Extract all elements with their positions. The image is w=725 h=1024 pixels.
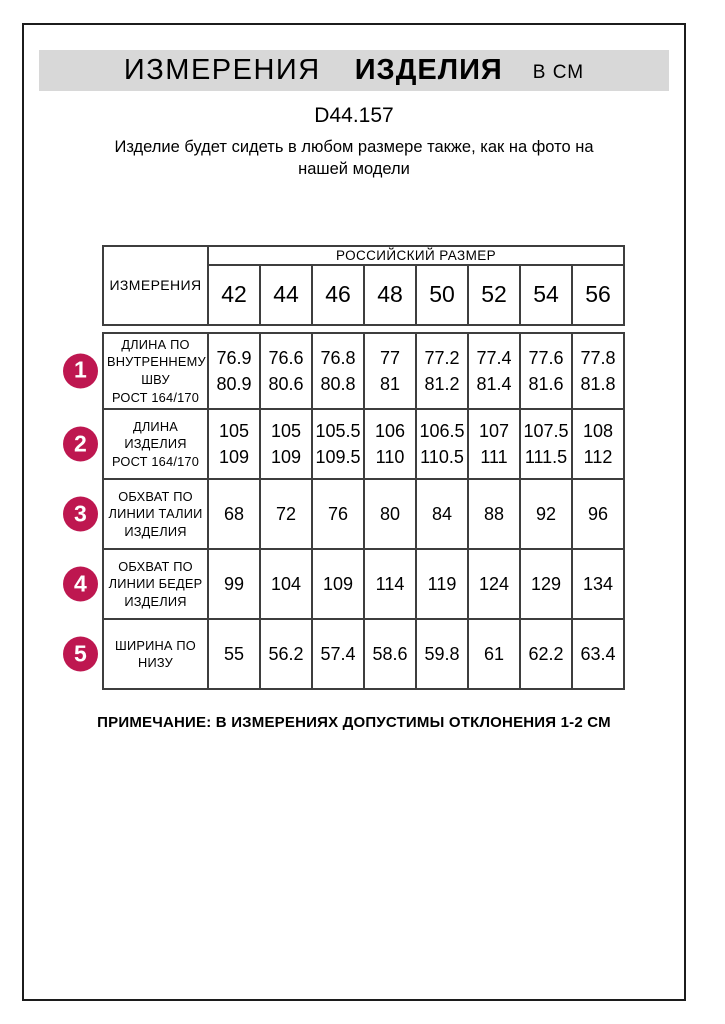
- measurement-label: ДЛИНА ПО ВНУТРЕННЕМУ ШВУ РОСТ 164/170: [107, 336, 206, 405]
- size-column-header: 42: [209, 266, 261, 326]
- measurement-value-cell: 96: [573, 480, 625, 550]
- size-column-header: 46: [313, 266, 365, 326]
- measurement-row: [102, 480, 625, 550]
- header-band: [39, 50, 669, 91]
- measurement-value-cell: 105 109: [209, 410, 261, 480]
- title-measurements: ИЗМЕРЕНИЯ: [123, 54, 321, 86]
- measurement-value-cell: 134: [573, 550, 625, 620]
- measurement-value-cell: 76: [313, 480, 365, 550]
- measurement-value-cell: 77 81: [365, 332, 417, 411]
- measurement-value-cell: 77.4 81.4: [469, 332, 521, 411]
- measurement-value-cell: 56.2: [261, 620, 313, 690]
- measurement-value-cell: 76.8 80.8: [313, 332, 365, 411]
- measurement-value-cell: 58.6: [365, 620, 417, 690]
- measurement-row: [102, 410, 625, 480]
- size-table-area: [74, 245, 625, 691]
- measurement-label-cell: [74, 410, 209, 480]
- row-number-badge: 3: [63, 497, 98, 532]
- measurement-value-cell: 80: [365, 480, 417, 550]
- measurement-value-cell: 119: [417, 550, 469, 620]
- measurement-value-cell: 72: [261, 480, 313, 550]
- measurement-value-cell: 99: [209, 550, 261, 620]
- measurement-label: ОБХВАТ ПО ЛИНИИ ТАЛИИ ИЗДЕЛИЯ: [108, 488, 203, 539]
- model-code: D44.157: [314, 104, 394, 127]
- measurement-value-cell: 124: [469, 550, 521, 620]
- measurement-value-cell: 77.2 81.2: [417, 332, 469, 411]
- measurement-value-cell: 106 110: [365, 410, 417, 480]
- tolerance-note: ПРИМЕЧАНИЕ: В ИЗМЕРЕНИЯХ ДОПУСТИМЫ ОТКЛОНЕНИЯ 1-2 СМ: [97, 714, 611, 732]
- size-group-row: [102, 245, 625, 266]
- measurement-value-cell: 104: [261, 550, 313, 620]
- measurement-value-cell: 59.8: [417, 620, 469, 690]
- measurement-value-cell: 105 109: [261, 410, 313, 480]
- measurement-value-cell: 57.4: [313, 620, 365, 690]
- measurement-value-cell: 109: [313, 550, 365, 620]
- measurement-value-cell: 105.5 109.5: [313, 410, 365, 480]
- measurement-label: ОБХВАТ ПО ЛИНИИ БЕДЕР ИЗДЕЛИЯ: [108, 558, 203, 609]
- measurement-value-cell: 114: [365, 550, 417, 620]
- page-frame: [22, 23, 686, 1001]
- size-column-header: 56: [573, 266, 625, 326]
- title-unit: В СМ: [532, 61, 585, 83]
- measurement-row: [102, 550, 625, 620]
- measurement-value-cell: 107 111: [469, 410, 521, 480]
- measurement-value-cell: 88: [469, 480, 521, 550]
- measurement-label-cell: [74, 332, 209, 411]
- size-column-header: 54: [521, 266, 573, 326]
- measurement-label-cell: [74, 620, 209, 690]
- measurement-value-cell: 61: [469, 620, 521, 690]
- size-table: [74, 245, 625, 691]
- measurement-value-cell: 106.5 110.5: [417, 410, 469, 480]
- measurement-value-cell: 62.2: [521, 620, 573, 690]
- measurement-value-cell: 68: [209, 480, 261, 550]
- measurement-row: [102, 620, 625, 690]
- measurement-value-cell: 76.6 80.6: [261, 332, 313, 411]
- measurement-value-cell: 129: [521, 550, 573, 620]
- row-number-badge: 1: [63, 353, 98, 388]
- measurement-label: ШИРИНА ПО НИЗУ: [115, 637, 196, 671]
- measurement-label-cell: [74, 480, 209, 550]
- measurements-corner-header: ИЗМЕРЕНИЯ: [102, 245, 209, 326]
- size-column-header: 44: [261, 266, 313, 326]
- measurement-value-cell: 77.6 81.6: [521, 332, 573, 411]
- measurement-label: ДЛИНА ИЗДЕЛИЯ РОСТ 164/170: [111, 418, 200, 469]
- title-product: ИЗДЕЛИЯ: [354, 54, 503, 86]
- size-column-header: 50: [417, 266, 469, 326]
- measurement-value-cell: 84: [417, 480, 469, 550]
- measurement-value-cell: 63.4: [573, 620, 625, 690]
- row-number-badge: 5: [63, 637, 98, 672]
- measurement-value-cell: 92: [521, 480, 573, 550]
- measurement-value-cell: 76.9 80.9: [209, 332, 261, 411]
- row-number-badge: 4: [63, 567, 98, 602]
- russian-size-group-header: РОССИЙСКИЙ РАЗМЕР: [209, 245, 625, 266]
- measurement-label-cell: [74, 550, 209, 620]
- row-number-badge: 2: [63, 427, 98, 462]
- measurement-row: [102, 332, 625, 411]
- fit-description: Изделие будет сидеть в любом размере также, как на фото на нашей модели: [114, 138, 594, 178]
- measurement-value-cell: 77.8 81.8: [573, 332, 625, 411]
- size-column-header: 48: [365, 266, 417, 326]
- measurement-value-cell: 108 112: [573, 410, 625, 480]
- measurement-value-cell: 107.5 111.5: [521, 410, 573, 480]
- size-column-header: 52: [469, 266, 521, 326]
- measurement-value-cell: 55: [209, 620, 261, 690]
